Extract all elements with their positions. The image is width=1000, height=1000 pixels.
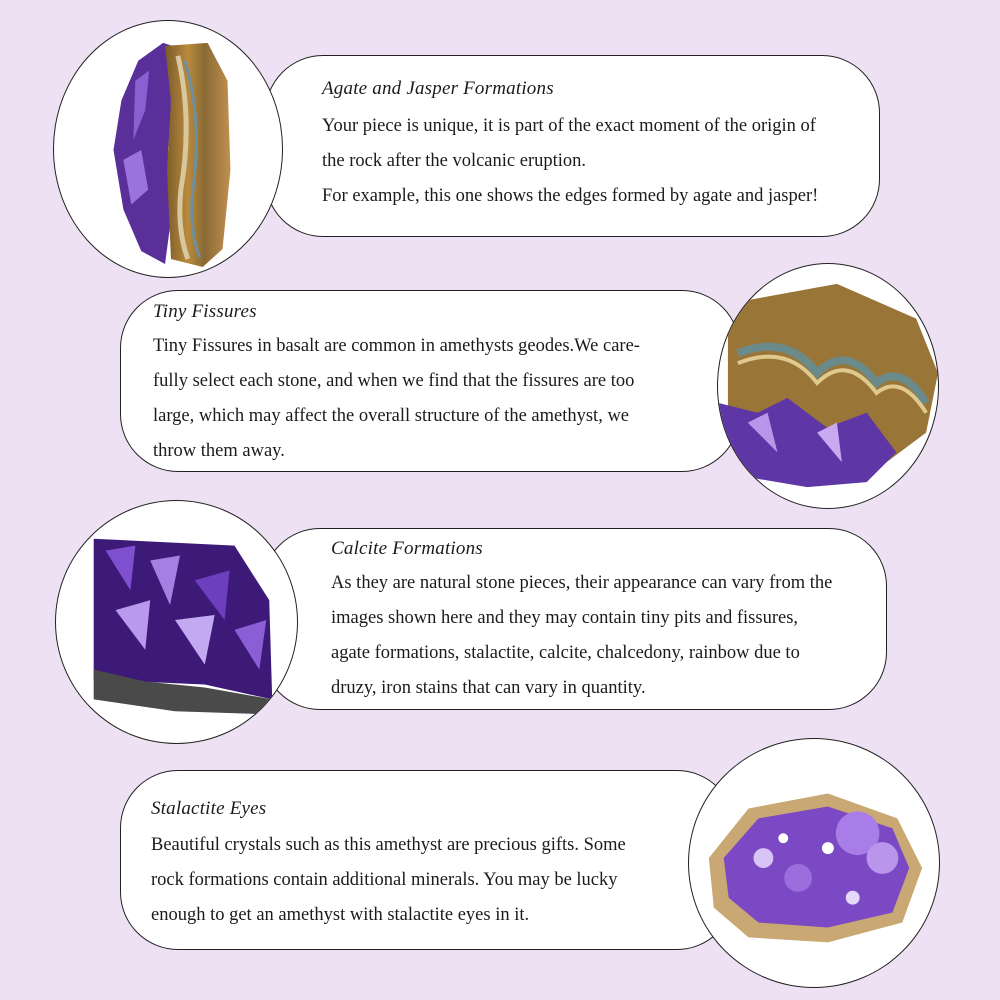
text-line: Beautiful crystals such as this amethyst are precious gifts. Some [151,835,626,855]
text-line: agate formations, stalactite, calcite, chalcedony, rainbow due to [331,643,800,663]
text-line: enough to get an amethyst with stalactite eyes in it. [151,905,530,925]
amethyst-agate-jasper-image [53,20,283,278]
section-panel-calcite-formations [262,528,887,710]
section-panel-tiny-fissures [120,290,740,472]
section-panel-stalactite-eyes [120,770,735,950]
section-text [153,329,640,469]
section-text [151,828,626,933]
section-text [322,109,818,214]
text-line: Tiny Fissures in basalt are common in amethysts geodes.We care- [153,336,640,356]
amethyst-stalactite-eyes-image [688,738,940,988]
text-line: throw them away. [153,441,285,461]
text-line: For example, this one shows the edges formed by agate and jasper! [322,186,819,206]
section-title: Tiny Fissures [153,301,257,322]
text-line: druzy, iron stains that can vary in quantity. [331,678,646,698]
text-line: large, which may affect the overall structure of the amethyst, we [153,406,630,426]
text-line: As they are natural stone pieces, their appearance can vary from the [331,573,833,593]
section-title: Calcite Formations [331,538,483,559]
text-line: rock formations contain additional minerals. You may be lucky [151,870,618,890]
text-line: fully select each stone, and when we find that the fissures are too [153,371,635,391]
section-panel-agate-jasper [265,55,880,237]
amethyst-cluster-image [55,500,298,744]
text-line: images shown here and they may contain tiny pits and fissures, [331,608,799,628]
text-line: Your piece is unique, it is part of the exact moment of the origin of [322,116,816,136]
amethyst-geode-edge-image [717,263,939,509]
section-title: Stalactite Eyes [151,798,267,819]
text-line: the rock after the volcanic eruption. [322,151,587,171]
section-title: Agate and Jasper Formations [322,78,554,99]
section-text [331,566,832,706]
